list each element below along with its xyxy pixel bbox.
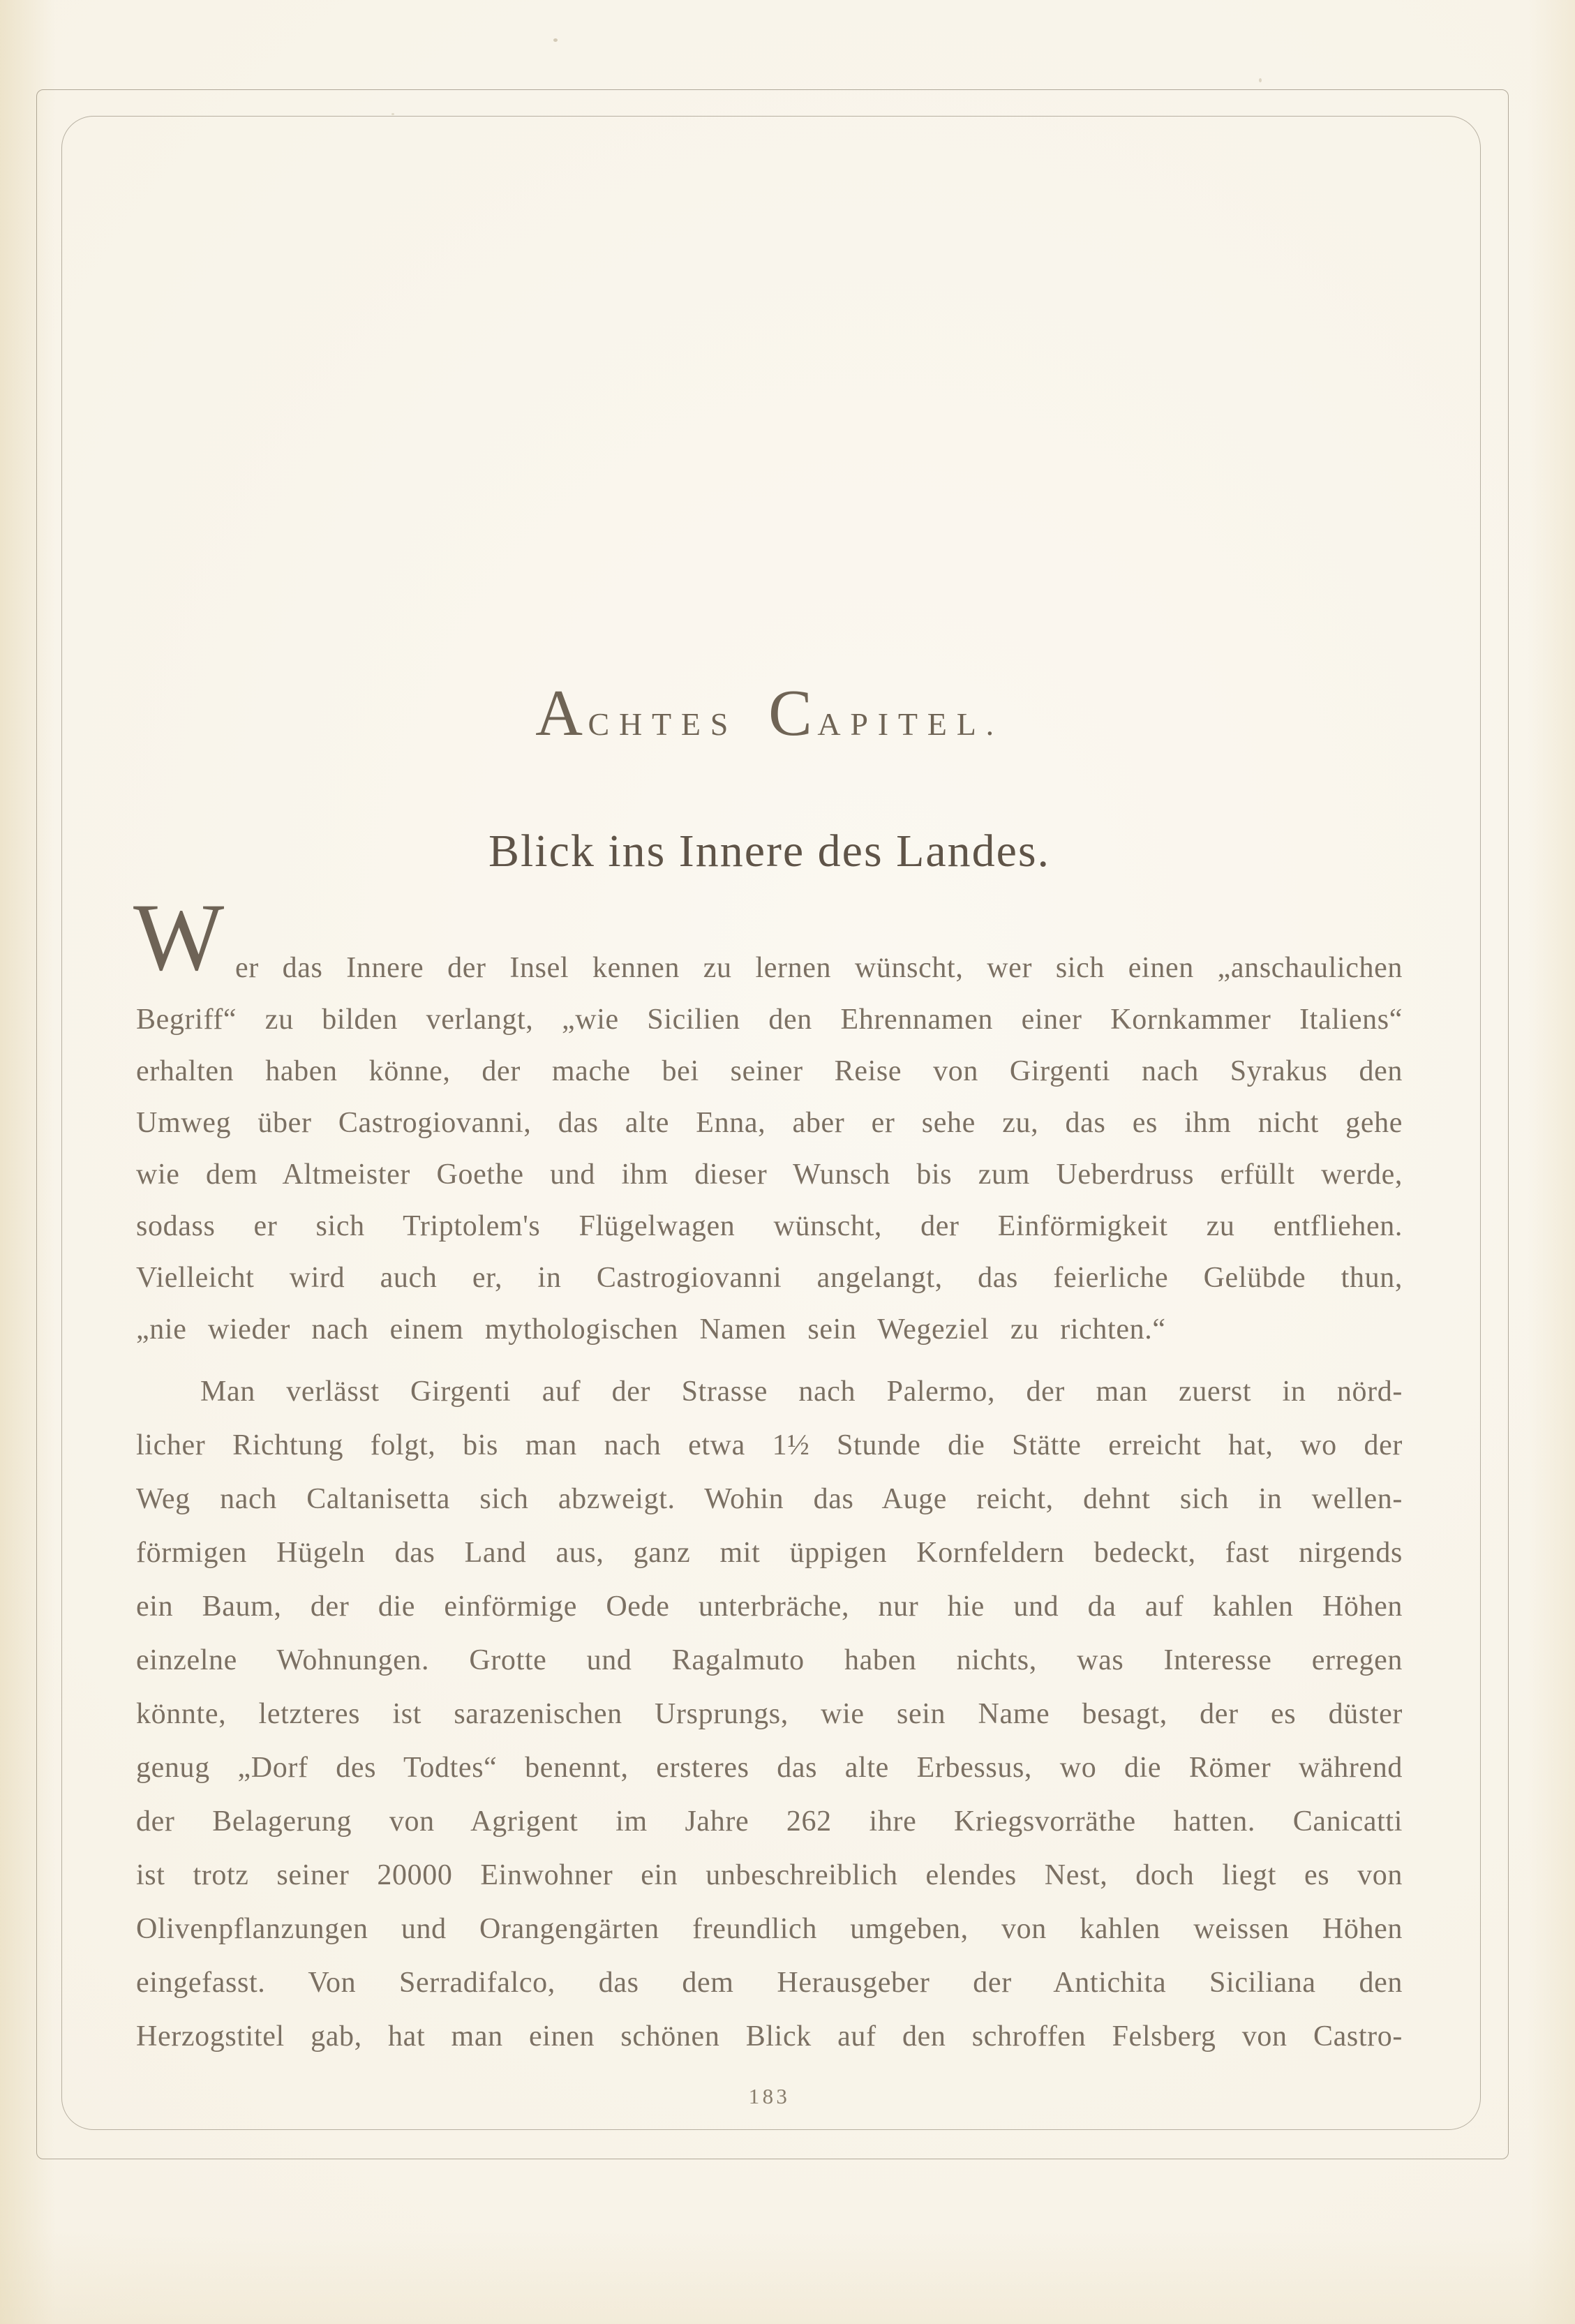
page-title: Blick ins Innere des Landes. <box>488 826 1051 877</box>
text-line: eingefasst. Von Serradifalco, das dem Herausgeber der Antichita Siciliana den <box>136 1967 1403 1999</box>
text-line: Man verlässt Girgenti auf der Strasse nach Palermo, der man zuerst in nörd- <box>200 1376 1403 1408</box>
raised-initial-w: W <box>133 884 225 990</box>
chapter-heading <box>136 676 1403 751</box>
text-line: ein Baum, der die einförmige Oede unterbräche, nur hie und da auf kahlen Höhen <box>136 1591 1403 1623</box>
text-line: genug „Dorf des Todtes“ benennt, ersteres das alte Erbessus, wo die Römer während <box>136 1752 1403 1784</box>
text-line: erhalten haben könne, der mache bei seiner Reise von Girgenti nach Syrakus den <box>136 1055 1403 1087</box>
text-line: einzelne Wohnungen. Grotte und Ragalmuto haben nichts, was Interesse erregen <box>136 1644 1403 1676</box>
scan-speck <box>391 113 394 115</box>
text-line: Olivenpflanzungen und Orangengärten freundlich umgeben, von kahlen weissen Höhen <box>136 1913 1403 1945</box>
text-line: Vielleicht wird auch er, in Castrogiovanni angelangt, das feierliche Gelübde thun, <box>136 1262 1403 1294</box>
paragraph-2 <box>136 1365 1403 2064</box>
page-number: 183 <box>748 2084 791 2108</box>
chapter-heading-initial-a: A <box>535 677 588 750</box>
text-line: Begriff“ zu bilden verlangt, „wie Sicilien den Ehrennamen einer Kornkammer Italiens“ <box>136 1004 1403 1036</box>
text-line: Herzogstitel gab, hat man einen schönen Blick auf den schroffen Felsberg von Castro- <box>136 2020 1403 2053</box>
scan-speck <box>1259 78 1262 82</box>
text-line: er das Innere der Insel kennen zu lernen wünscht, wer sich einen „anschaulichen <box>235 952 1403 984</box>
chapter-heading-initial-c: C <box>768 677 818 750</box>
text-line: wie dem Altmeister Goethe und ihm dieser Wunsch bis zum Ueberdruss erfüllt werde, <box>136 1159 1403 1191</box>
text-line: förmigen Hügeln das Land aus, ganz mit üppigen Kornfeldern bedeckt, fast nirgends <box>136 1537 1403 1569</box>
text-line: licher Richtung folgt, bis man nach etwa 1½ Stunde die Stätte erreicht hat, wo der <box>136 1429 1403 1461</box>
chapter-heading-word-achtes: CHTES <box>588 706 738 742</box>
text-line: Umweg über Castrogiovanni, das alte Enna, aber er sehe zu, das es ihm nicht gehe <box>136 1107 1403 1139</box>
text-line: könnte, letzteres ist sarazenischen Ursprungs, wie sein Name besagt, der es düster <box>136 1698 1403 1730</box>
text-line: ist trotz seiner 20000 Einwohner ein unbeschreiblich elendes Nest, doch liegt es von <box>136 1859 1403 1891</box>
scan-speck <box>553 38 558 42</box>
paragraph-1 <box>133 884 1403 1355</box>
text-line: der Belagerung von Agrigent im Jahre 262 ihre Kriegsvorräthe hatten. Canicatti <box>136 1805 1403 1838</box>
text-line: sodass er sich Triptolem's Flügelwagen wünscht, der Einförmigkeit zu entfliehen. <box>136 1210 1403 1242</box>
text-line: Weg nach Caltanisetta sich abzweigt. Wohin das Auge reicht, dehnt sich in wellen- <box>136 1483 1403 1515</box>
chapter-heading-word-capitel: APITEL. <box>817 706 1003 742</box>
text-line: „nie wieder nach einem mythologischen Namen sein Wegeziel zu richten.“ <box>136 1313 1166 1346</box>
